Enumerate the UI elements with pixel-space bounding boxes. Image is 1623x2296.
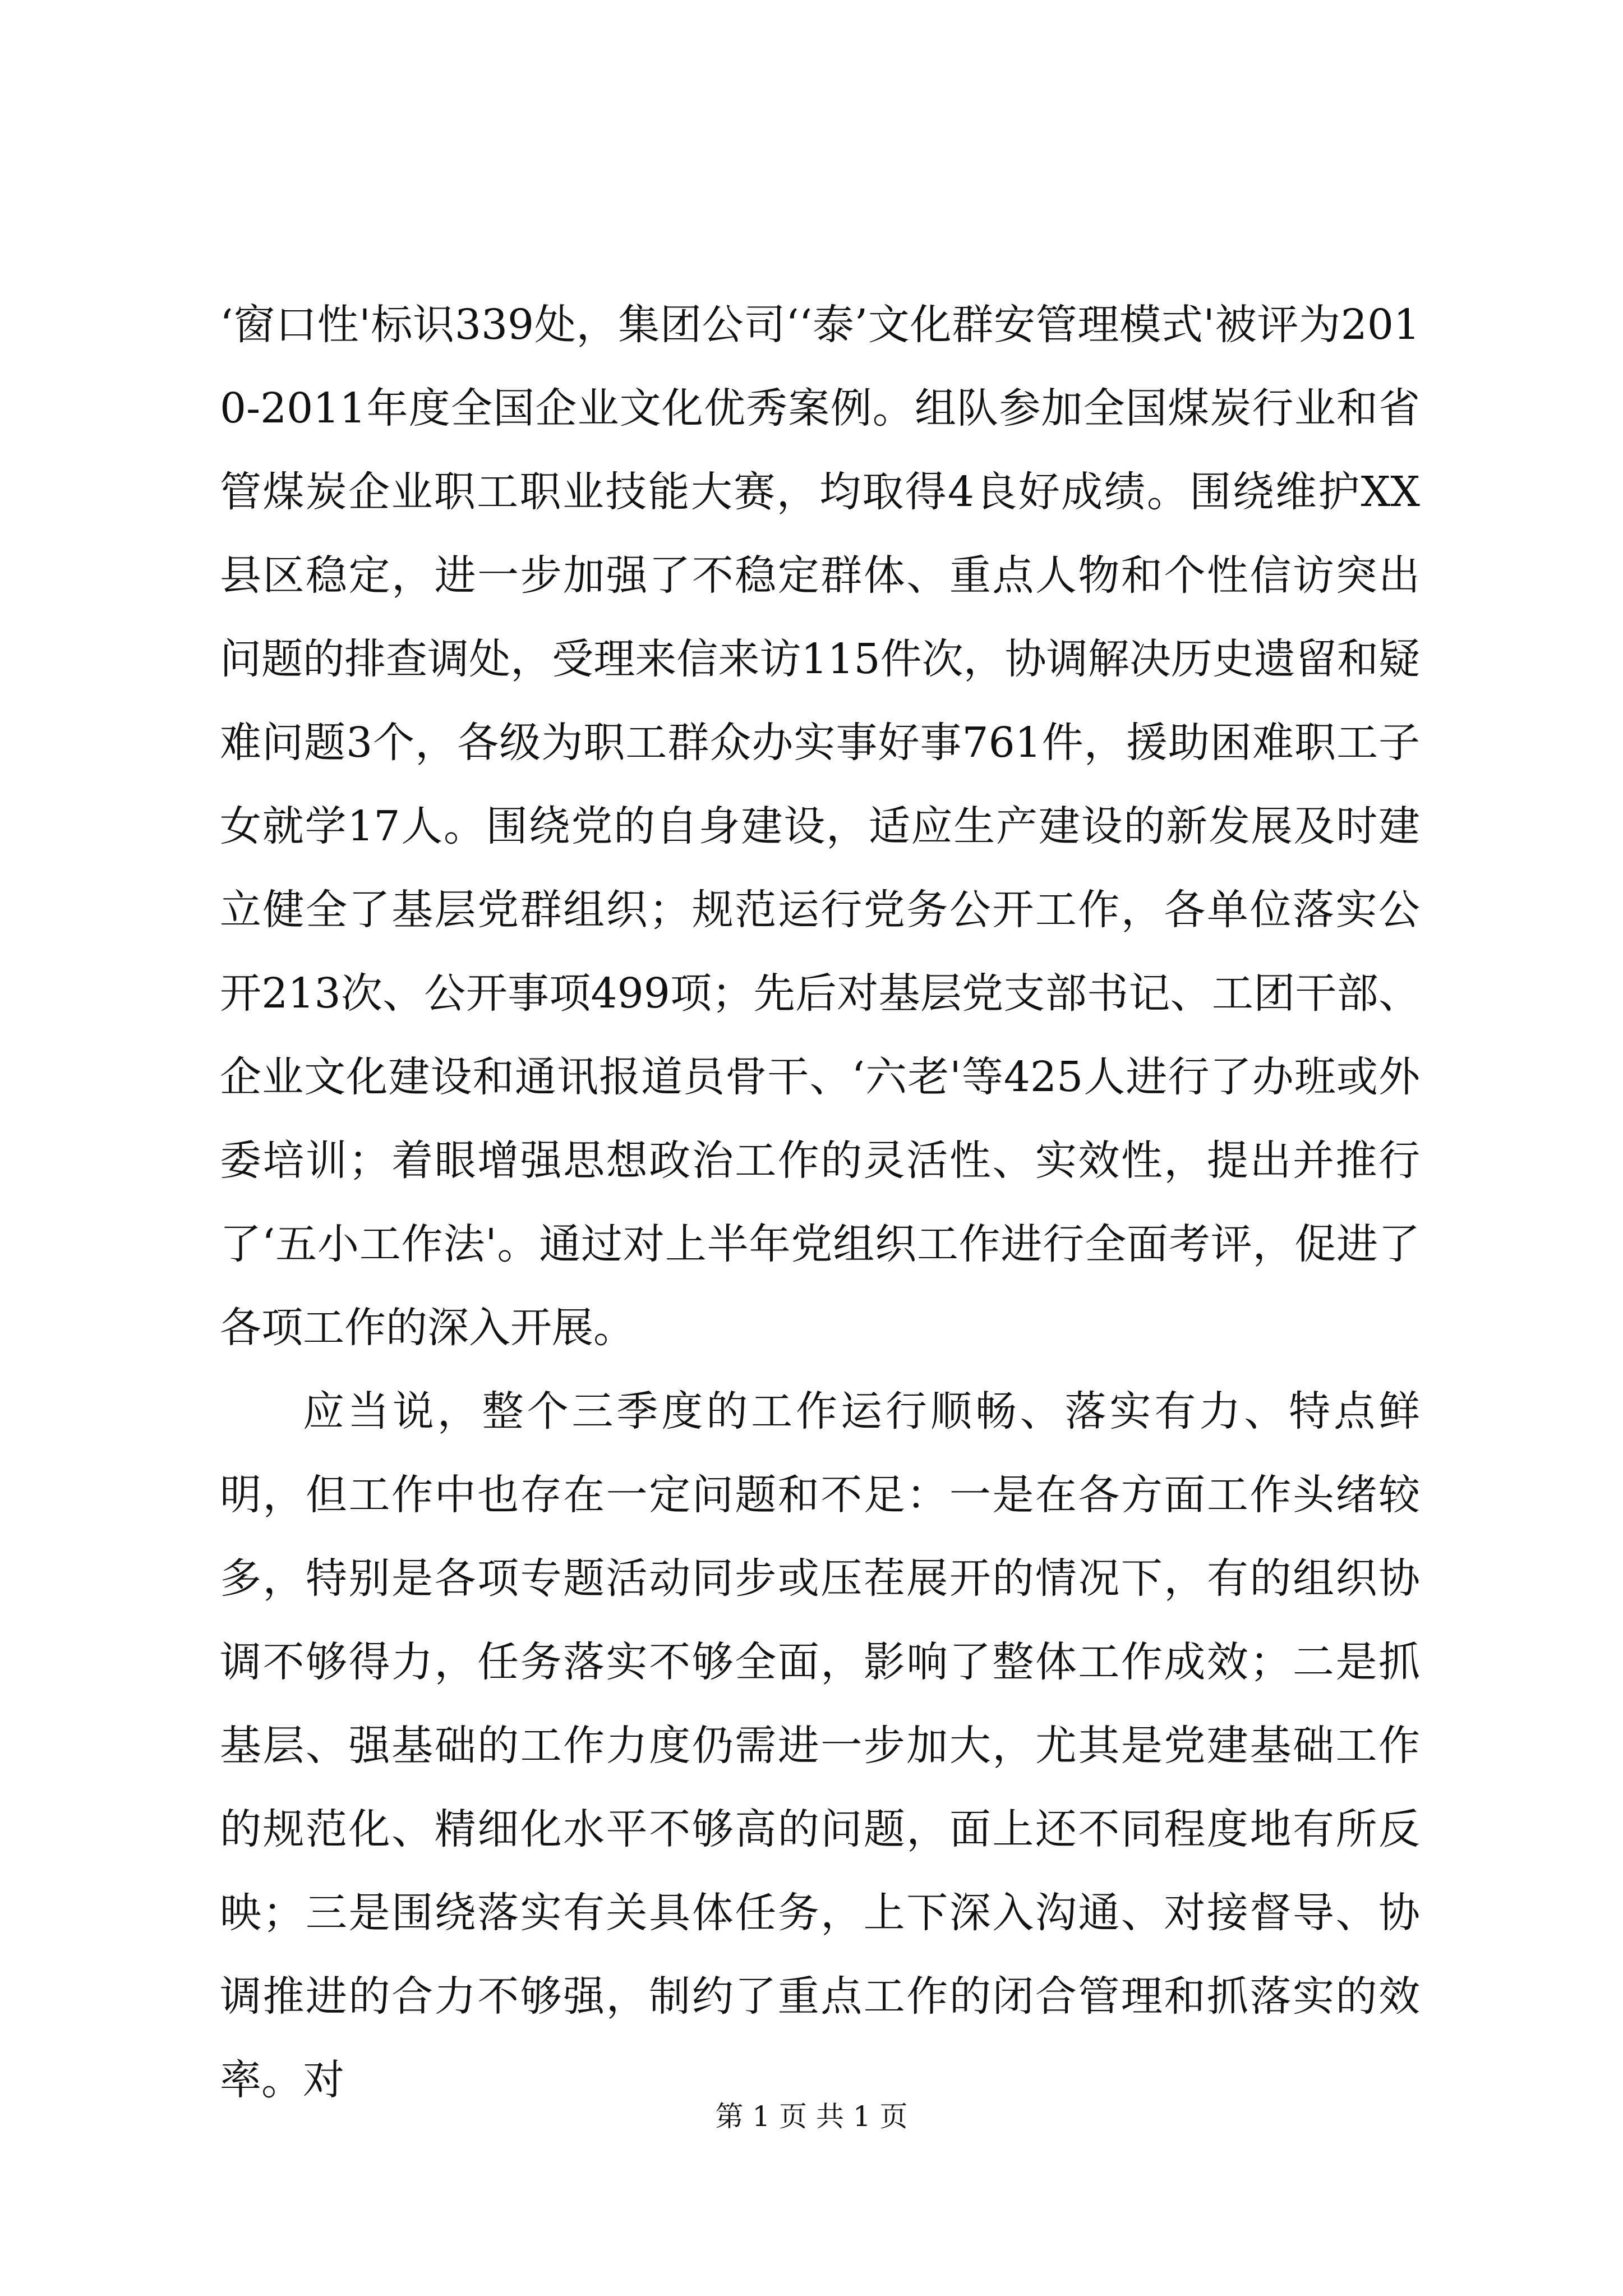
page-footer (0, 2097, 1623, 2136)
body-paragraph: ‘窗口性'标识339处，集团公司‘‘泰’文化群安管理模式'被评为2010-2011年度全国企业文化优秀案例。组队参加全国煤炭行业和省管煤炭企业职工职业技能大赛，均取得4良好成绩。围绕维护XX县区稳定，进一步加强了不稳定群体、重点人物和个性信访突出问题的排查调处，受理来信来访115件次，协调解决历史遗留和疑难问题3个，各级为职工群众办实事好事761件，援助困难职工子女就学17人。围绕党的自身建设，适应生产建设的新发展及时建立健全了基层党群组织；规范运行党务公开工作，各单位落实公开213次、公开事项499项；先后对基层党支部书记、工团干部、企业文化建设和通讯报道员骨干、‘六老'等425人进行了办班或外委培训；着眼增强思想政治工作的灵活性、实效性，提出并推行了‘五小工作法'。通过对上半年党组织工作进行全面考评，促进了各项工作的深入开展。 (220, 301, 1420, 1352)
body-paragraph: 应当说，整个三季度的工作运行顺畅、落实有力、特点鲜明，但工作中也存在一定问题和不足：一是在各方面工作头绪较多，特别是各项专题活动同步或压茬展开的情况下，有的组织协调不够得力，任务落实不够全面，影响了整体工作成效；二是抓基层、强基础的工作力度仍需进一步加大，尤其是党建基础工作的规范化、精细化水平不够高的问题，面上还不同程度地有所反映；三是围绕落实有关具体任务，上下深入沟通、对接督导、协调推进的合力不够强，制约了重点工作的闭合管理和抓落实的效率。对 (220, 1387, 1420, 2104)
page-number-label: 第 1 页 共 1 页 (715, 2100, 908, 2133)
document-body (220, 283, 1420, 2122)
